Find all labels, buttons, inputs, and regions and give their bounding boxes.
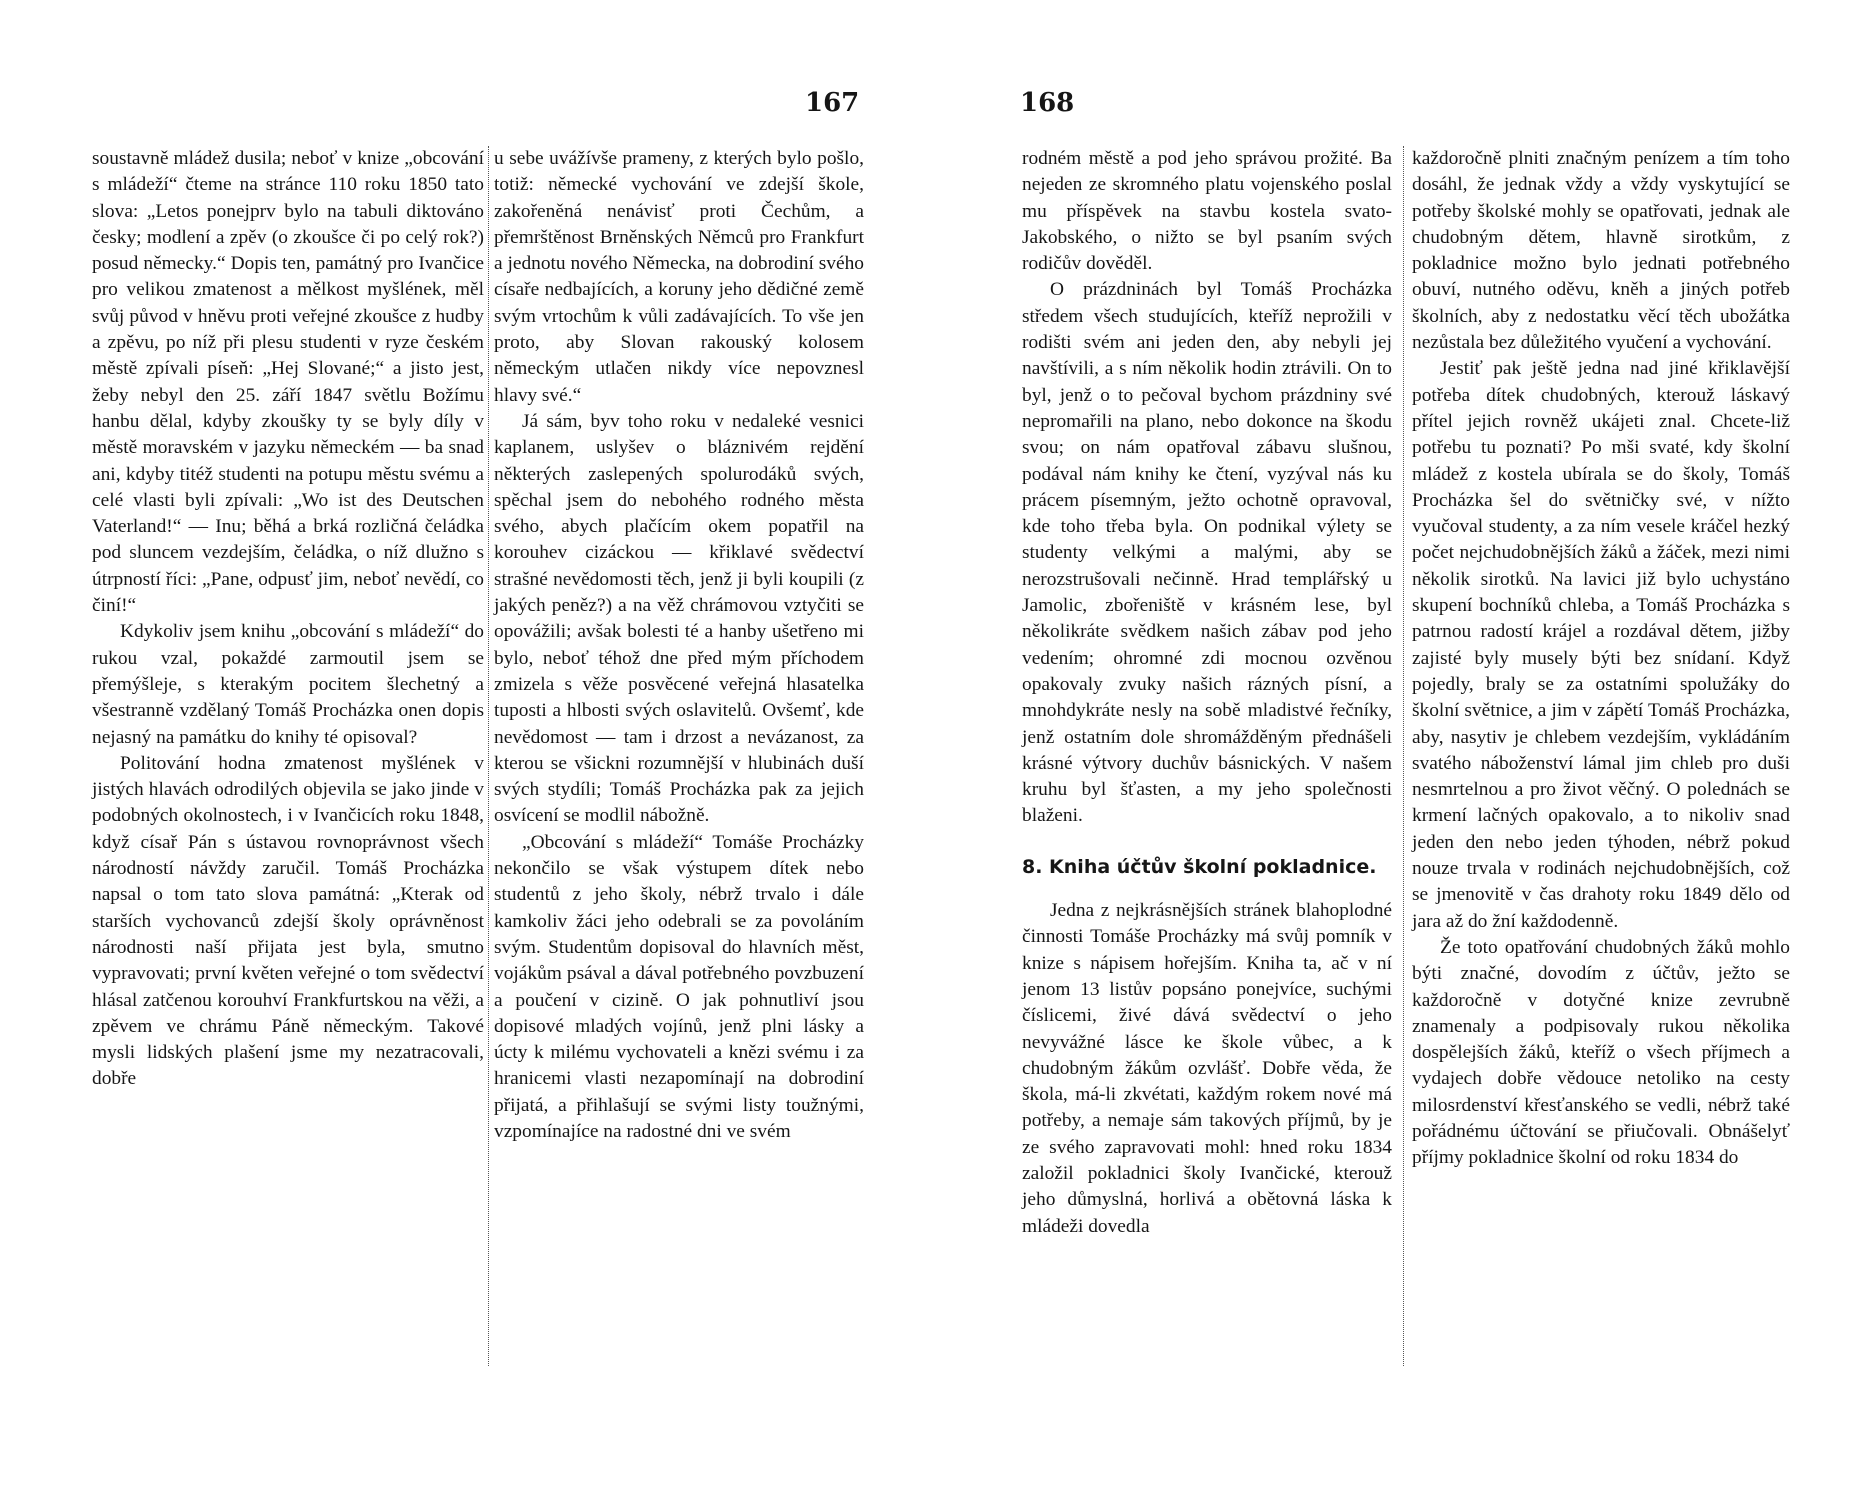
column-divider xyxy=(488,146,490,1366)
column-2 xyxy=(494,146,864,1145)
paragraph: Jedna z nejkrásnějších stránek blahoplodné činnosti Tomáše Procházky má svůj pomník v knize s nápisem hořejším. Kniha ta, ač v ní jenom 13 listův popsáno ponejvíce, suchými číslicemi, živé dává svědectví o jeho nevyvážné lásce ke škole vůbec, a k chudobným žákům ozvlášť. Dobře věda, že škola, má-li zkvétati, každým rokem nové má potřeby, a nemaje sám takových příjmů, by je ze svého zapravovati mohl: hned roku 1834 založil pokladnici školy Ivančické, kterouž jeho důmyslná, horlivá a obětovná láska k mládeži dovedla xyxy=(1022,900,1392,1237)
paragraph: „Obcování s mládeží“ Tomáše Procházky nekončilo se však výstupem dítek nebo studentů z jeho školy, nébrž trvalo i dále kamkoliv žáci jeho odebrali se za povoláním svým. Studentům dopisoval do hlavních měst, vojákům psával a dával potřebného povzbuzení a poučení v cizině. O jak pohnutliví jsou dopisové mladých vojínů, jenž plni lásky a úcty k milému vychovateli a knězi svému i za hranicemi vlasti nezapomínají na dobrodiní přijatá, a přihlašují se svými listy toužnými, vzpomínajíce na radostné dni ve svém xyxy=(494,831,864,1142)
column-divider xyxy=(1403,146,1405,1366)
paragraph: u sebe uvážívše prameny, z kterých bylo pošlo, totiž: německé vychování ve zdejší škole, zakořeněná nenávisť proti Čechům, a přemrštěnost Brněnských Němců pro Frankfurt a jednotu nového Německa, na dobrodiní svého císaře nedbajících, a koruny jeho dědičné země svým vrtochům k vůli zadávajících. To vše jen proto, aby Slovan rakouský kolosem německým utlačen nikdy více nepovznesl hlavy své.“ xyxy=(494,148,864,406)
paragraph: Kdykoliv jsem knihu „obcování s mládeží“ do rukou vzal, pokaždé zarmoutil jsem se přemýšleje, s kterakým pocitem šlechetný a všestranně vzdělaný Tomáš Procházka onen dopis nejasný na památku do knihy té opisoval? xyxy=(92,621,484,748)
column-4 xyxy=(1412,146,1790,1172)
paragraph: Já sám, byv toho roku v nedaleké vesnici kaplanem, uslyšev o bláznivém rejdění některých zaslepených spolurodáků svých, spěchal jsem do nebohého rodného města svého, abych plačícím okem popatřil na korouhev cizáckou — křiklavé svědectví strašné nevědomosti těch, jenž ji byli koupili (z jakých peněz?) a na věž chrámovou vztyčiti se opovážili; avšak bolesti té a hanby ušetřeno mi bylo, neboť téhož dne před mým příchodem zmizela s věže posvěcené veřejná hlasatelka tuposti a hlbosti svých oslavitelů. Ovšemť, kde nevědomost — tam i drzost a nevázanost, za kterou se všickni rozumnější v hlubinách duší svých stydíli; Tomáš Procházka pak za jejich osvícení se modlil nábožně. xyxy=(494,410,864,827)
column-3 xyxy=(1022,146,1392,1240)
paragraph: O prázdninách byl Tomáš Procházka středem všech studujících, kteříž neprožili v rodišti svém ani jeden den, aby nebyli jej navštívili, a s ním několik hodin ztrávili. On to byl, jenž o to pečoval bychom prázdniny své nepromařili na plano, nebo dokonce na škodu svou; on nám opatřoval zábavu slušnou, podával nám knihy ke čtení, vyzýval nás ku prácem písemným, ježto ochotně opravoval, kde toho třeba byla. On podnikal výlety se studenty velkými a malými, aby se nerozstrušovali nečinně. Hrad templářský u Jamolic, zbořeniště v krásném lese, byl několikráte svědkem našich zábav pod jeho vedením; ohromné zdi mocnou ozvěnou opakovaly zvuky našich rázných písní, a mnohdykráte nesly na sobě mladistvé řečníky, jenž ostatním dole shromážděným přednášeli krásné výtvory duchův básnických. V našem kruhu byl šťasten, a my jeho společnosti blaženi. xyxy=(1022,279,1392,827)
column-1 xyxy=(92,146,484,1093)
page-number-left: 167 xyxy=(805,88,860,118)
paragraph: Jestiť pak ještě jedna nad jiné křiklavější potřeba dítek chudobných, kterouž láskavý přítel jejich rovněž ukájeti znal. Chcete-liž potřebu tu poznati? Po mši svaté, kdy školní mládež z kostela ubírala se do školy, Tomáš Procházka šel do světničky své, v nížto vyučoval studenty, a za ním vesele kráčel hezký počet nejchudobnějších žáků a žáček, mezi nimi několik sirotků. Na lavici již bylo uchystáno skupení bochníků chleba, a Tomáš Procházka s patrnou radostí krájel a rozdával dětem, jižby zajisté byly musely býti bez snídaní. Když pojedly, braly se za ostatními spolužáky do školní světnice, a jim v zápětí Tomáš Procházka, aby, nasytiv je chlebem vezdejším, vykládáním svatého náboženství lámal jim chleb pro duši nesmrtelnou a pro život věčný. O polednách se krmení lačných opakovalo, a to nikoliv snad jeden den nebo jeden týhoden, nébrž pokud nouze trvala v rodinách nejchudobnějších, což se jmenovitě v čas drahoty roku 1849 dělo od jara až do žní každodenně. xyxy=(1412,358,1790,932)
paragraph: každoročně plniti značným penízem a tím toho dosáhl, že jednak vždy a vždy vyskytující se potřeby školské mohly se opatřovati, jednak ale chudobným dětem, hlavně sirotkům, z pokladnice možno bylo jednati potřebného obuví, nutného oděvu, kněh a jiných potřeb školních, aby z nedostatku věcí těch ubožátka nezůstala bez důležitého vyučení a vychování. xyxy=(1412,148,1790,354)
paragraph: rodném městě a pod jeho správou prožité. Ba nejeden ze skromného platu vojenského poslal mu příspěvek na stavbu kostela svato-Jakobského, o nižto se byl psaním svých rodičův dověděl. xyxy=(1022,148,1392,275)
section-heading: 8. Kniha účtův školní pokladnice. xyxy=(1022,855,1377,878)
paragraph: Politování hodna zmatenost myšlének v jistých hlavách odrodilých objevila se jako jinde v podobných okolnostech, i v Ivančicích roku 1848, když císař Pán s ústavou rovnoprávnost všech národností návždy zaručil. Tomáš Procházka napsal o tom tato slova památná: „Kterak od starších vychovanců zdejší školy oprávněnost národnosti naší přijata jest byla, smutno vypravovati; první květen veřejné o tom svědectví hlásal zatčenou korouhví Frankfurtskou na věži, a zpěvem ve chrámu Páně německým. Takové mysli lidských plašení jsme my nezatracovali, dobře xyxy=(92,752,484,1090)
page-number-right: 168 xyxy=(1020,88,1075,118)
paragraph: soustavně mládež dusila; neboť v knize „obcování s mládeží“ čteme na stránce 110 roku 1850 tato slova: „Letos ponejprv bylo na tabuli diktováno česky; modlení a zpěv (o zkoušce či po celý rok?) posud německy.“ Dopis ten, památný pro Ivančice pro velikou zmatenost a mělkost myšlének, měl svůj původ v hněvu proti veřejné zkoušce z hudby a zpěvu, po níž při plesu studenti v ryze českém městě zpívali píseň: „Hej Slované;“ a jisto jest, žeby nebyl den 25. září 1847 světlu Božímu hanbu dělal, kdyby zkoušky ty se byly díly v městě moravském v jazyku německém — ba snad ani, kdyby titéž studenti na potupu městu svému a celé vlasti byli zpívali: „Wo ist des Deutschen Vaterland!“ — Inu; běhá a brká rozličná čeládka pod sluncem vezdejším, čeládka, o níž dlužno s útrpností říci: „Pane, odpusť jim, neboť nevědí, co činí!“ xyxy=(92,148,484,617)
paragraph: Že toto opatřování chudobných žáků mohlo býti značné, dovodím z účtův, ježto se každoročně v dotyčné knize zevrubně znamenaly a podpisovaly rukou několika dospělejších žáků, kteříž o všech příjmech a vydajech dobře vědouce netoliko na cesty milosrdenství křesťanského se vedli, nébrž také pořádnému účtování se přiučovali. Obnášelyť příjmy pokladnice školní od roku 1834 do xyxy=(1412,936,1790,1169)
